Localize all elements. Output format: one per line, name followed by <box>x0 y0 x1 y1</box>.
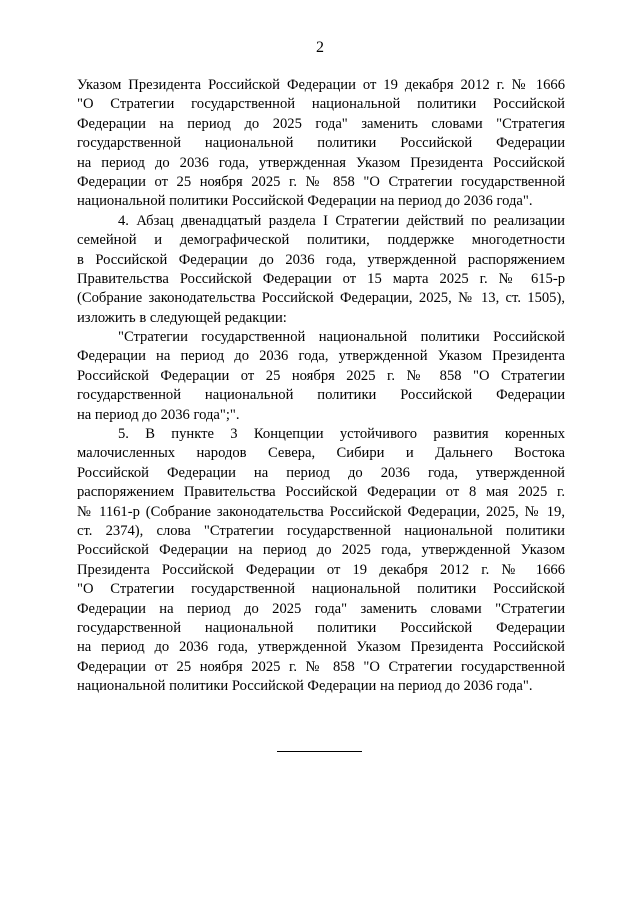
text-line: Правительства Российской Федерации от 15 марта 2025 г. № 615-р <box>77 270 565 287</box>
text-line: Федерации на период до 2025 года" заменить словами "Стратегии <box>77 600 565 617</box>
text-line: распоряжением Правительства Российской Федерации от 8 мая 2025 г. <box>77 484 565 501</box>
paragraph-amendment-continuation <box>77 76 565 212</box>
text-line: ст. 2374), слова "Стратегии государственной национальной политики <box>77 522 565 539</box>
text-line: "О Стратегии государственной национальной политики Российской <box>77 96 565 113</box>
text-line: на период до 2036 года";". <box>77 406 240 423</box>
text-line: Федерации от 25 ноября 2025 г. № 858 "О Стратегии государственной <box>77 658 565 675</box>
text-line: государственной национальной политики Российской Федерации <box>77 135 565 152</box>
text-line: (Собрание законодательства Российской Федерации, 2025, № 13, ст. 1505), <box>77 290 565 307</box>
text-line: малочисленных народов Севера, Сибири и Дальнего Востока <box>77 445 565 462</box>
text-line: Федерации от 25 ноября 2025 г. № 858 "О Стратегии государственной <box>77 173 565 190</box>
text-line: 5. В пункте 3 Концепции устойчивого развития коренных <box>118 426 565 443</box>
text-line: в Российской Федерации до 2036 года, утвержденной распоряжением <box>77 251 565 268</box>
text-line: изложить в следующей редакции: <box>77 309 287 326</box>
text-line: семейной и демографической политики, поддержке многодетности <box>77 232 565 249</box>
text-line: Указом Президента Российской Федерации от 19 декабря 2012 г. № 1666 <box>77 77 565 93</box>
text-line: Федерации на период до 2025 года" заменить словами "Стратегия <box>77 115 565 132</box>
text-line: на период до 2036 года, утвержденная Указом Президента Российской <box>77 154 565 171</box>
text-line: государственной национальной политики Российской Федерации <box>77 387 565 404</box>
text-line: государственной национальной политики Российской Федерации <box>77 619 565 636</box>
text-line: Президента Российской Федерации от 19 декабря 2012 г. № 1666 <box>77 561 565 578</box>
text-line: национальной политики Российской Федерации на период до 2036 года". <box>77 678 533 695</box>
paragraph-item-5 <box>77 425 565 696</box>
text-line: на период до 2036 года, утвержденной Указом Президента Российской <box>77 639 565 656</box>
text-line: национальной политики Российской Федерации на период до 2036 года". <box>77 193 533 210</box>
text-line: 4. Абзац двенадцатый раздела I Стратегии действий по реализации <box>118 212 565 229</box>
page-number: 2 <box>316 39 324 56</box>
text-line: "Стратегии государственной национальной политики Российской <box>118 329 565 346</box>
document-body <box>77 76 565 697</box>
text-line: Российской Федерации от 25 ноября 2025 г. № 858 "О Стратегии <box>77 367 565 384</box>
paragraph-item-4 <box>77 212 565 328</box>
text-line: "О Стратегии государственной национальной политики Российской <box>77 581 565 598</box>
text-line: Федерации на период до 2036 года, утвержденной Указом Президента <box>77 348 565 365</box>
text-line: Российской Федерации на период до 2036 года, утвержденной <box>77 464 565 481</box>
text-line: Российской Федерации на период до 2025 года, утвержденной Указом <box>77 542 565 559</box>
text-line: № 1161-р (Собрание законодательства Российской Федерации, 2025, № 19, <box>77 503 565 520</box>
closing-separator-line <box>277 751 362 752</box>
paragraph-new-wording <box>77 328 565 425</box>
